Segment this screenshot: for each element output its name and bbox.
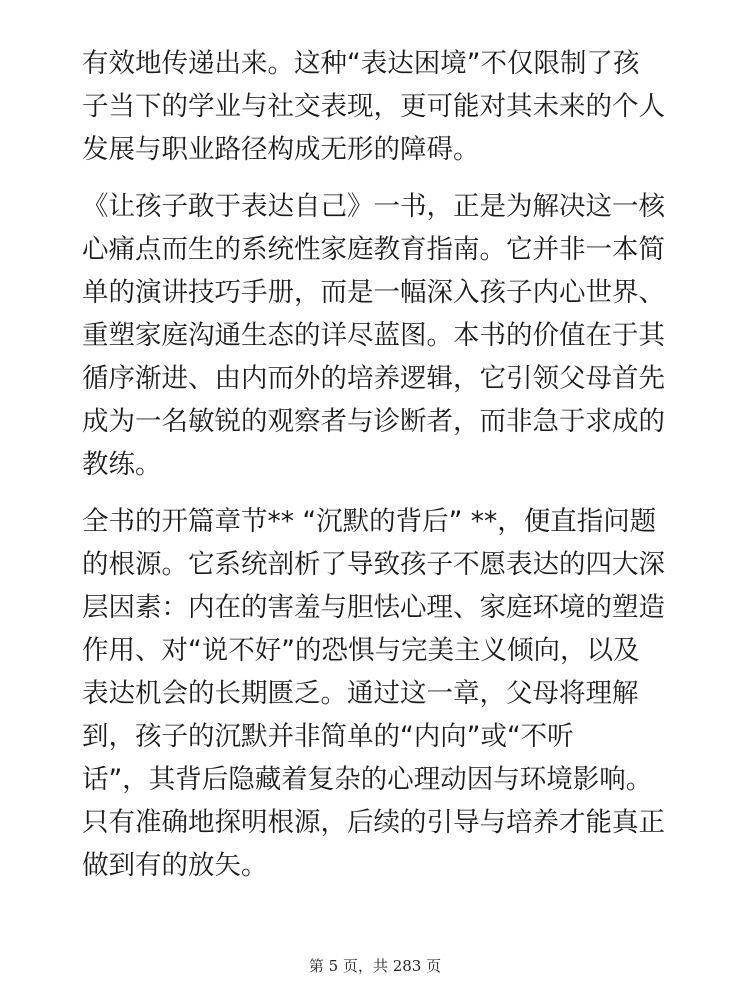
text-line: 重塑家庭沟通生态的详尽蓝图。本书的价值在于其: [82, 320, 665, 351]
text-line: 《让孩子敢于表达自己》一书，正是为解决这一核: [82, 191, 665, 222]
text-line: 作用、对“说不好”的恐惧与完美主义倾向，以及: [82, 635, 640, 666]
paragraph-spacer: [82, 171, 672, 185]
paragraph-spacer: [82, 486, 672, 500]
body-text: [82, 42, 672, 887]
text-line: 子当下的学业与社交表现，更可能对其未来的个人: [82, 91, 665, 122]
text-line: 循序渐进、由内而外的培养逻辑，它引领父母首先: [82, 363, 665, 394]
page-number-footer: 第 5 页，共 283 页: [308, 957, 442, 975]
paragraph-2: [82, 185, 672, 486]
text-line: 成为一名敏锐的观察者与诊断者，而非急于求成的: [82, 406, 665, 437]
text-line: 心痛点而生的系统性家庭教育指南。它并非一本简: [82, 234, 665, 265]
text-line: 单的演讲技巧手册，而是一幅深入孩子内心世界、: [82, 277, 665, 308]
text-line: 有效地传递出来。这种“表达困境”不仅限制了孩: [82, 48, 640, 79]
text-line: 话”，其背后隐藏着复杂的心理动因与环境影响。: [82, 764, 653, 795]
text-line: 教练。: [82, 449, 162, 480]
paragraph-3: [82, 500, 672, 887]
text-line: 发展与职业路径构成无形的障碍。: [82, 134, 480, 165]
text-line: 层因素：内在的害羞与胆怯心理、家庭环境的塑造: [82, 592, 665, 623]
text-line: 只有准确地探明根源，后续的引导与培养才能真正: [82, 807, 665, 838]
text-line: 做到有的放矢。: [82, 850, 268, 881]
text-line: 全书的开篇章节** “沉默的背后” **，便直指问题: [82, 506, 657, 537]
text-line: 表达机会的长期匮乏。通过这一章，父母将理解: [82, 678, 639, 709]
text-line: 到，孩子的沉默并非简单的“内向”或“不听: [82, 721, 574, 752]
paragraph-1: [82, 42, 672, 171]
text-line: 的根源。它系统剖析了导致孩子不愿表达的四大深: [82, 549, 665, 580]
